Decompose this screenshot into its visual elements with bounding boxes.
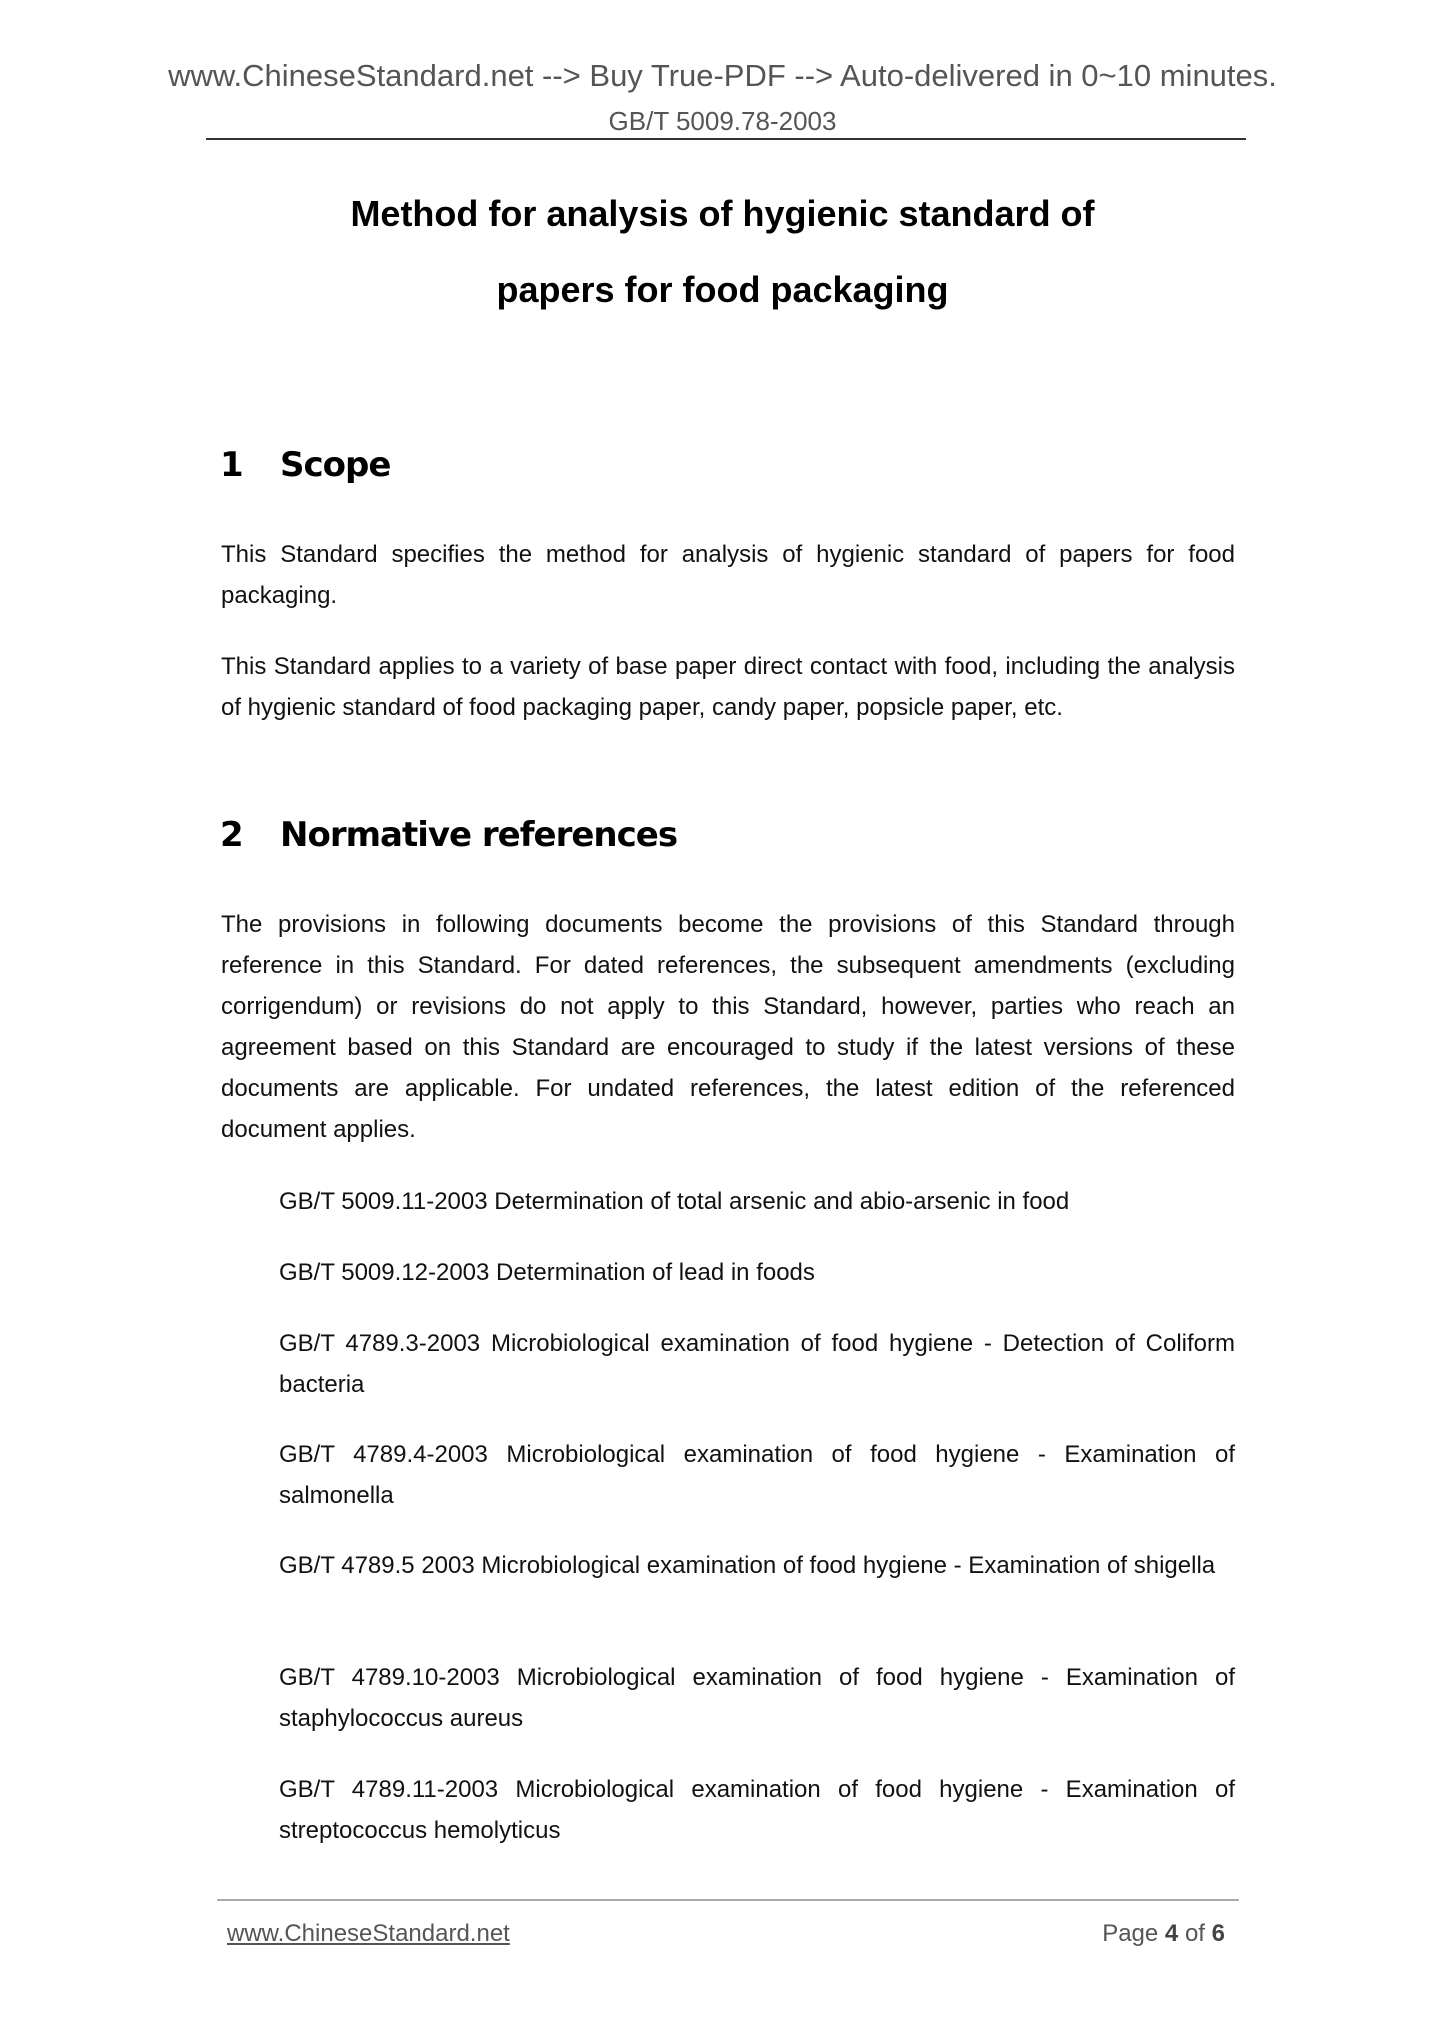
footer-divider	[217, 1899, 1239, 1901]
footer-website-link[interactable]: www.ChineseStandard.net	[227, 1920, 510, 1947]
section-heading-normative-references	[220, 815, 677, 855]
header-divider	[206, 138, 1246, 140]
reference-item: GB/T 4789.4-2003 Microbiological examination of food hygiene - Examination of salmonella	[279, 1441, 1235, 1509]
page-indicator	[1102, 1920, 1225, 1948]
document-title-line-2: papers for food packaging	[496, 269, 949, 310]
reference-item: GB/T 5009.11-2003 Determination of total arsenic and abio-arsenic in food	[279, 1188, 1070, 1215]
page-of: of	[1184, 1920, 1205, 1947]
page-total: 6	[1211, 1920, 1225, 1947]
standard-code: GB/T 5009.78-2003	[608, 106, 837, 136]
reference-item: GB/T 5009.12-2003 Determination of lead in foods	[279, 1259, 815, 1286]
paragraph: The provisions in following documents become the provisions of this Standard through reference in this Standard. For dated references, the subsequent amendments (excluding corrigendum) or revisions do not apply to this Standard, however, parties who reach an agreement based on this Standard are encouraged to study if the latest versions of these documents are applicable. For undated references, the latest edition of the referenced document applies.	[221, 911, 1235, 1143]
page-prefix: Page	[1102, 1920, 1159, 1947]
reference-item: GB/T 4789.3-2003 Microbiological examination of food hygiene - Detection of Coliform bacteria	[279, 1330, 1235, 1398]
reference-item: GB/T 4789.5 2003 Microbiological examination of food hygiene - Examination of shigella	[279, 1552, 1216, 1579]
reference-item: GB/T 4789.11-2003 Microbiological examination of food hygiene - Examination of streptococcus hemolyticus	[279, 1776, 1235, 1844]
page-current: 4	[1164, 1920, 1179, 1947]
section-title: Scope	[280, 445, 391, 485]
section-number: 2	[220, 815, 243, 855]
section-number: 1	[220, 445, 243, 485]
section-title: Normative references	[280, 815, 678, 855]
paragraph: This Standard applies to a variety of base paper direct contact with food, including the analysis of hygienic standard of food packaging paper, candy paper, popsicle paper, etc.	[221, 653, 1235, 721]
section-heading-scope	[220, 445, 390, 485]
document-title-line-1: Method for analysis of hygienic standard of	[350, 193, 1095, 234]
paragraph: This Standard specifies the method for analysis of hygienic standard of papers for food packaging.	[221, 541, 1235, 609]
reference-item: GB/T 4789.10-2003 Microbiological examination of food hygiene - Examination of staphylococcus aureus	[279, 1664, 1235, 1732]
header-banner: www.ChineseStandard.net --> Buy True-PDF --> Auto-delivered in 0~10 minutes.	[168, 58, 1277, 93]
